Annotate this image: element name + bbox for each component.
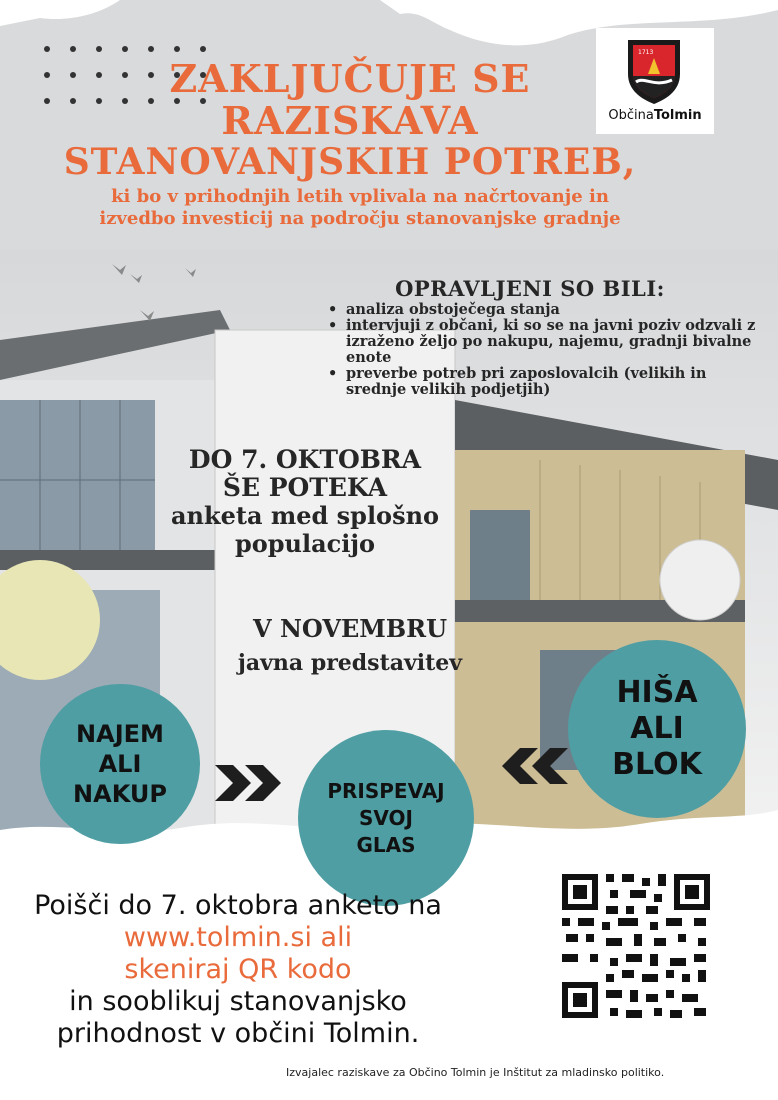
cta-line-5: prihodnost v občini Tolmin.	[56, 1018, 420, 1049]
list-item: • analiza obstoječega stanja	[322, 302, 762, 318]
subtitle-line-2: izvedbo investicij na področju stanovanjske gradnje	[99, 208, 621, 229]
circle-mid-line-2: SVOJ	[359, 805, 413, 830]
cta-line-3: skeniraj QR kodo	[124, 954, 352, 985]
circle-house-or-block	[568, 640, 746, 818]
title-line-2: RAZISKAVA	[221, 98, 479, 143]
circle-right-line-1: HIŠA	[616, 675, 698, 710]
circle-left-line-1: NAJEM	[76, 720, 164, 748]
circle-mid-line-1: PRISPEVAJ	[327, 778, 445, 803]
title-line-1: ZAKLJUČUJE SE	[169, 56, 531, 101]
title-line-3: STANOVANJSKIH POTREB,	[63, 141, 637, 183]
logo-text: ObčinaTolmin	[608, 108, 702, 123]
cta-line-4: in sooblikuj stanovanjsko	[69, 986, 407, 1017]
circle-right-line-3: BLOK	[612, 747, 702, 782]
survey-deadline	[160, 446, 450, 558]
circle-left-line-3: NAKUP	[73, 780, 167, 808]
done-heading: OPRAVLJENI SO BILI:	[395, 276, 665, 301]
call-to-action	[0, 890, 476, 1050]
qr-code-icon[interactable]	[558, 870, 714, 1022]
cta-line-1: Poišči do 7. oktobra anketo na	[34, 890, 442, 921]
title-heading	[120, 58, 580, 142]
until-line-1: DO 7. OKTOBRA	[188, 445, 422, 474]
circle-mid-line-3: GLAS	[356, 832, 416, 857]
list-item: • intervjuji z občani, ki so se na javni poziv odzvali z izraženo željo po nakupu, najemu, gradnji bivalne enote	[322, 318, 762, 366]
circle-rent-or-buy	[40, 684, 200, 844]
municipality-logo	[596, 28, 714, 134]
done-list	[322, 302, 762, 398]
until-line-4: populacijo	[234, 529, 376, 558]
november-presentation	[200, 612, 500, 680]
until-line-2: ŠE POTEKA	[222, 473, 388, 502]
cta-link[interactable]: www.tolmin.si ali	[123, 922, 353, 953]
double-chevron-left-icon	[494, 748, 568, 784]
november-line-2: javna predstavitev	[237, 650, 463, 676]
november-line-1: V NOVEMBRU	[252, 614, 448, 643]
circle-left-line-2: ALI	[98, 750, 142, 778]
circle-contribute-vote	[298, 730, 474, 906]
subtitle	[40, 186, 680, 230]
footer-credit: Izvajalec raziskave za Občino Tolmin je Inštitut za mladinsko politiko.	[286, 1066, 665, 1079]
double-chevron-right-icon	[215, 765, 289, 801]
list-item: • preverbe potreb pri zaposlovalcih (velikih in srednje velikih podjetjih)	[322, 366, 762, 398]
logo-year: 1713	[638, 49, 654, 56]
tolmin-coat-of-arms-icon	[624, 36, 684, 106]
circle-right-line-2: ALI	[630, 711, 684, 746]
until-line-3: anketa med splošno	[170, 501, 440, 530]
subtitle-line-1: ki bo v prihodnjih letih vplivala na načrtovanje in	[111, 186, 609, 207]
